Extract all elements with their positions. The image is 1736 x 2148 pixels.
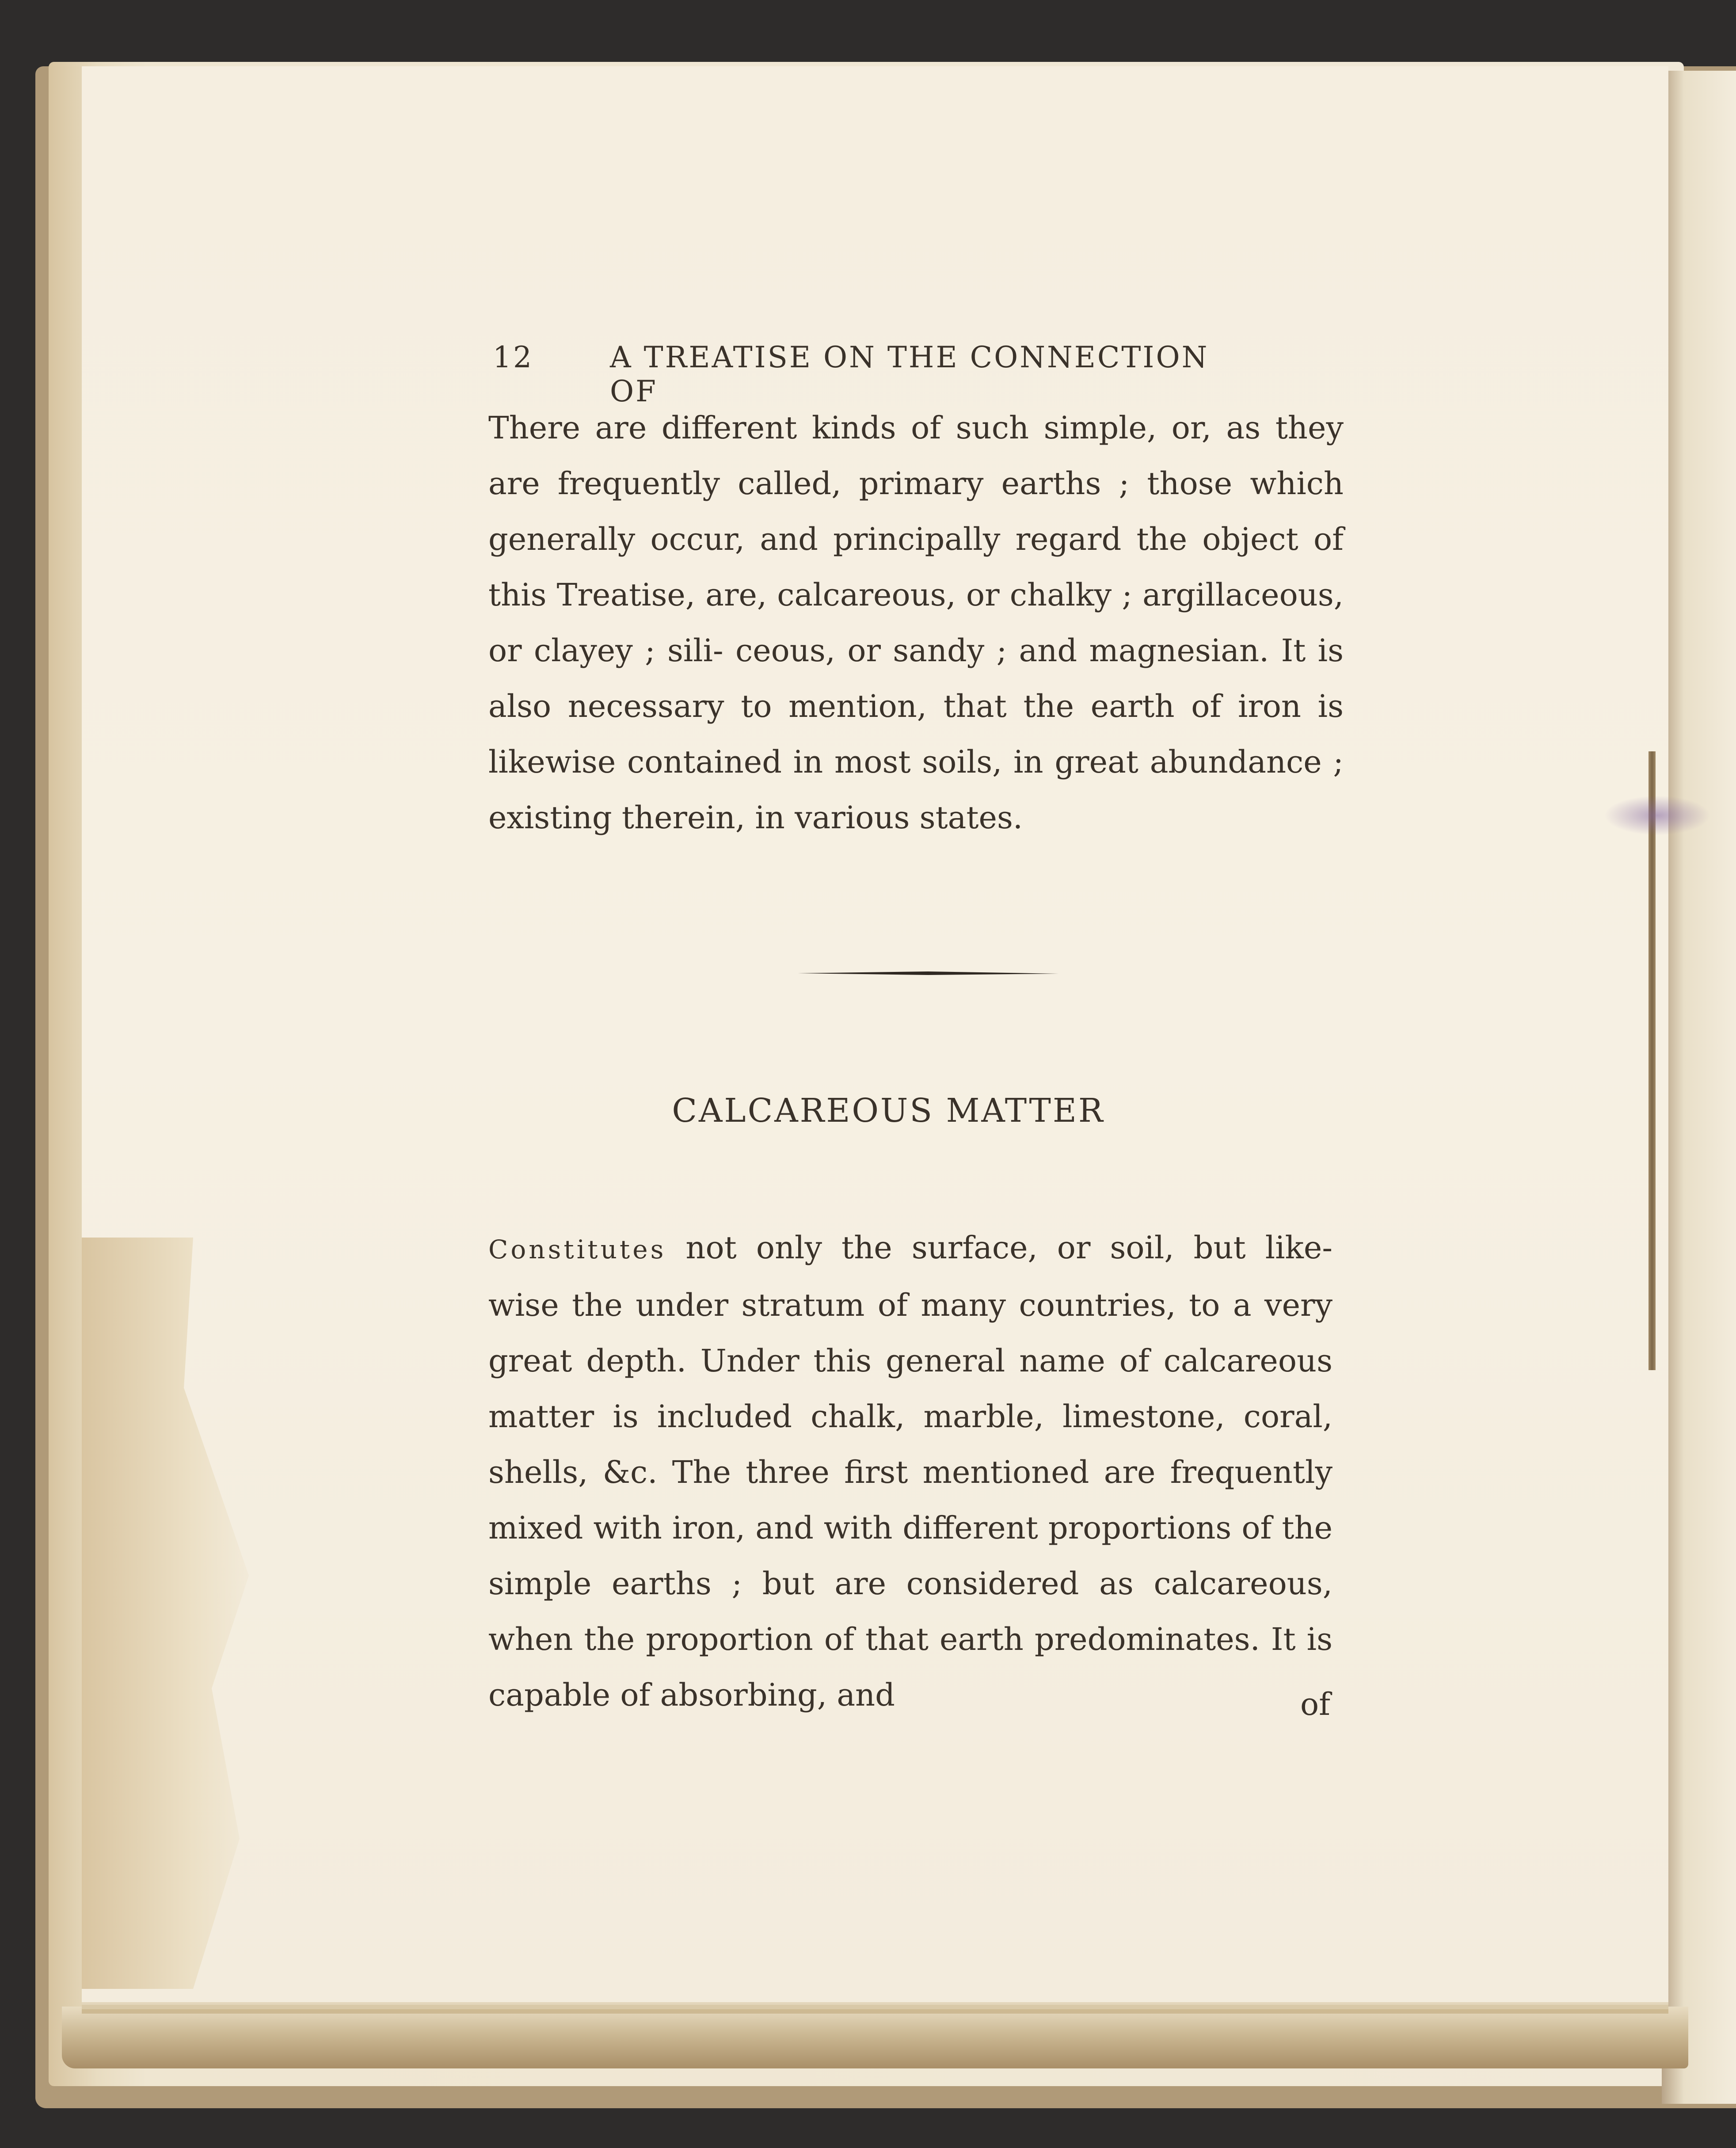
paragraph-lead-word: Constitutes (488, 1234, 666, 1264)
section-title: CALCAREOUS MATTER (672, 1092, 1105, 1130)
paragraph-calcareous-matter (488, 1220, 1332, 1723)
catchword: of (1300, 1686, 1330, 1722)
page-gutter (1648, 751, 1656, 1370)
section-divider-rule (798, 970, 1058, 976)
running-head-title: A TREATISE ON THE CONNECTION OF (610, 340, 1209, 408)
running-head (493, 340, 1226, 408)
page-number: 12 (493, 340, 533, 374)
facing-page-edge (1662, 71, 1736, 2104)
page-bottom-edge (62, 2007, 1688, 2068)
paragraph-body: not only the surface, or soil, but like- wise the under stratum of many countries, to a very great depth. Under this general name of calcareous matter is included chalk, marble, limestone, coral, shells, &c. The three first mentioned are frequently mixed with iron, and with different proportions of the simple earths ; but are considered as calcareous, when the proportion of that earth predominates. It is capable of absorbing, and (488, 1230, 1332, 1713)
paragraph-primary-earths: There are different kinds of such simple, or, as they are frequently called, primary earths ; those which generally occur, and principally regard the object of this Treatise, are, calcareous, or chalky ; argillaceous, or clayey ; sili- ceous, or sandy ; and magnesian. It is also necessary to mention, that the earth of iron is likewise contained in most soils, in great abundance ; existing therein, in various states. (488, 410, 1344, 836)
ink-stain (1604, 796, 1710, 835)
